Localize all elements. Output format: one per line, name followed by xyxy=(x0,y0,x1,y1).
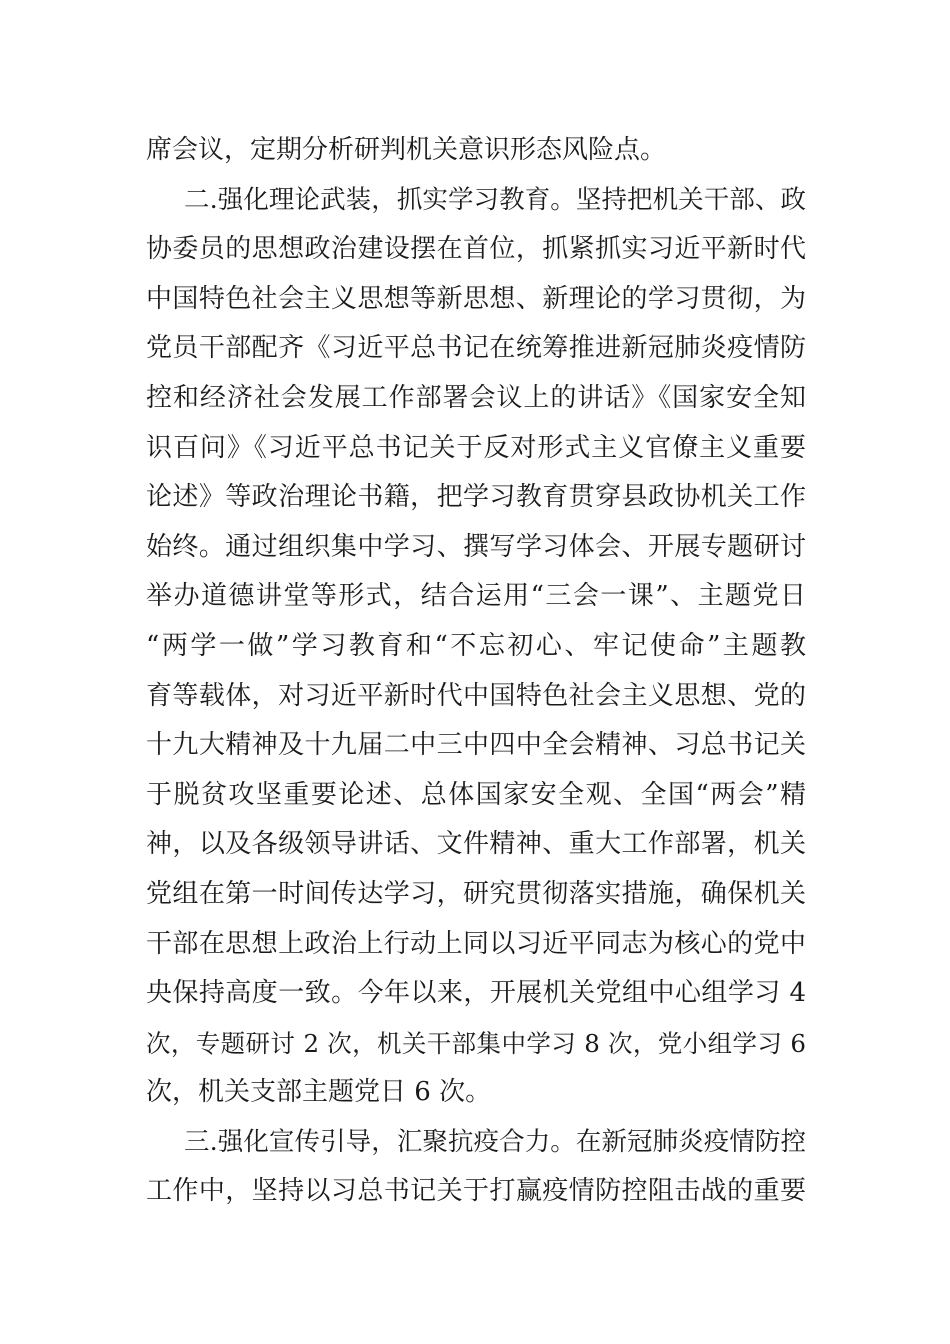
text-line: 举办道德讲堂等形式，结合运用“三会一课”、主题党日 xyxy=(146,581,806,612)
text-line: 协委员的思想政治建设摆在首位，抓紧抓实习近平新时代 xyxy=(146,234,806,265)
text-line: 次，机关支部主题党日 6 次。 xyxy=(146,1077,492,1108)
text-line: 论述》等政治理论书籍，把学习教育贯穿县政协机关工作 xyxy=(146,482,806,513)
text-line: 干部在思想上政治上行动上同以习近平同志为核心的党中 xyxy=(146,928,806,959)
text-line: 控和经济社会发展工作部署会议上的讲话》《国家安全知 xyxy=(146,382,806,413)
text-line: 识百问》《习近平总书记关于反对形式主义官僚主义重要 xyxy=(146,432,806,463)
text-line: 中国特色社会主义思想等新思想、新理论的学习贯彻，为 xyxy=(146,283,806,314)
section-three-heading-line: 三.强化宣传引导，汇聚抗疫合力。在新冠肺炎疫情防控 xyxy=(184,1126,806,1157)
text-line: 始终。通过组织集中学习、撰写学习体会、开展专题研讨 xyxy=(146,531,806,562)
text-line: 工作中，坚持以习总书记关于打赢疫情防控阻击战的重要 xyxy=(146,1176,806,1207)
text-line: 党组在第一时间传达学习，研究贯彻落实措施，确保机关 xyxy=(146,878,806,909)
text-line: “两学一做”学习教育和“不忘初心、牢记使命”主题教 xyxy=(146,630,806,661)
text-line: 次，专题研讨 2 次，机关干部集中学习 8 次，党小组学习 6 xyxy=(146,1028,806,1058)
text-line: 党员干部配齐《习近平总书记在统筹推进新冠肺炎疫情防 xyxy=(146,333,806,364)
document-body xyxy=(146,126,806,1217)
text-line: 育等载体，对习近平新时代中国特色社会主义思想、党的 xyxy=(146,680,806,711)
text-line: 神，以及各级领导讲话、文件精神、重大工作部署，机关 xyxy=(146,829,806,860)
text-line: 十九大精神及十九届二中三中四中全会精神、习总书记关 xyxy=(146,730,806,761)
text-line: 席会议，定期分析研判机关意识形态风险点。 xyxy=(146,135,667,165)
text-line: 于脱贫攻坚重要论述、总体国家安全观、全国“两会”精 xyxy=(146,779,806,810)
section-two-heading-line: 二.强化理论武装，抓实学习教育。坚持把机关干部、政 xyxy=(184,184,806,215)
text-line: 央保持高度一致。今年以来，开展机关党组中心组学习 4 xyxy=(146,978,806,1009)
